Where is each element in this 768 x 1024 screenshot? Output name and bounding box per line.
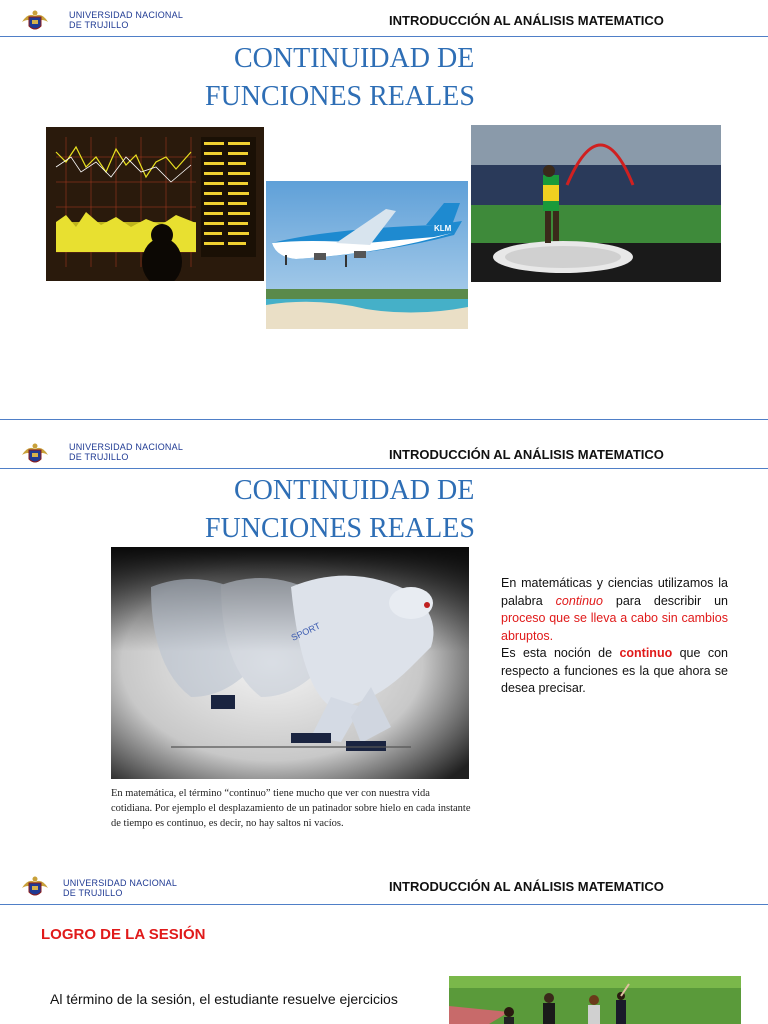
text-segment: que con respecto a funciones es la que ahora se desea precisar. xyxy=(501,646,728,695)
university-line-1: UNIVERSIDAD NACIONAL xyxy=(63,878,178,888)
university-name xyxy=(63,878,177,898)
svg-text:SPORT: SPORT xyxy=(289,620,322,643)
header-divider xyxy=(0,468,768,469)
session-goal-heading: LOGRO DE LA SESIÓN xyxy=(41,926,206,943)
course-title: INTRODUCCIÓN AL ANÁLISIS MATEMATICO xyxy=(389,879,664,894)
university-line-2: DE TRUJILLO xyxy=(69,452,129,462)
image-caption: En matemática, el término “continuo” tiene mucho que ver con nuestra vida cotidiana. Por ejemplo el desplazamiento de un patinador sobre hielo en cada instante de tiempo es continuo, es decir, no hay saltos ni vacíos. xyxy=(111,788,471,829)
course-title: INTRODUCCIÓN AL ANÁLISIS MATEMATICO xyxy=(389,13,664,28)
explanation-paragraph-2 xyxy=(501,645,728,698)
slide-title-line-1: CONTINUIDAD DE xyxy=(234,475,475,506)
athlete-stadium-image xyxy=(471,125,721,282)
text-segment: En matemáticas y ciencias utilizamos la palabra xyxy=(501,576,728,608)
slide-title-line-2: FUNCIONES REALES xyxy=(205,81,475,112)
text-segment: Es esta noción de xyxy=(501,646,620,660)
slide-title-line-2: FUNCIONES REALES xyxy=(205,513,475,544)
slide-2 xyxy=(0,420,768,852)
university-logo-icon xyxy=(20,441,50,467)
university-line-1: UNIVERSIDAD NACIONAL xyxy=(69,10,184,20)
header-divider xyxy=(0,36,768,37)
highlight-continuo: continuo xyxy=(619,646,673,660)
university-name xyxy=(69,10,183,30)
slide-1 xyxy=(0,0,768,420)
header-divider xyxy=(0,904,768,905)
text-segment: para describir un xyxy=(602,593,728,608)
university-line-2: DE TRUJILLO xyxy=(63,888,123,898)
highlight-continuo: continuo xyxy=(555,593,603,608)
course-title: INTRODUCCIÓN AL ANÁLISIS MATEMATICO xyxy=(389,447,664,462)
runners-image xyxy=(449,976,741,1024)
explanation-paragraph-1 xyxy=(501,575,728,645)
university-logo-icon xyxy=(20,874,50,900)
highlight-process: proceso que se lleva a cabo sin cambios abruptos. xyxy=(501,611,728,643)
session-goal-text: Al término de la sesión, el estudiante resuelve ejercicios xyxy=(50,991,398,1007)
airplane-image xyxy=(266,181,468,329)
stock-market-image xyxy=(46,127,264,281)
university-line-1: UNIVERSIDAD NACIONAL xyxy=(69,442,184,452)
university-logo-icon xyxy=(20,8,50,34)
university-line-2: DE TRUJILLO xyxy=(69,20,129,30)
university-name xyxy=(69,442,183,462)
svg-text:KLM: KLM xyxy=(434,224,452,233)
speed-skater-image xyxy=(111,547,469,779)
slide-title-line-1: CONTINUIDAD DE xyxy=(234,43,475,74)
slide-3 xyxy=(0,852,768,1024)
